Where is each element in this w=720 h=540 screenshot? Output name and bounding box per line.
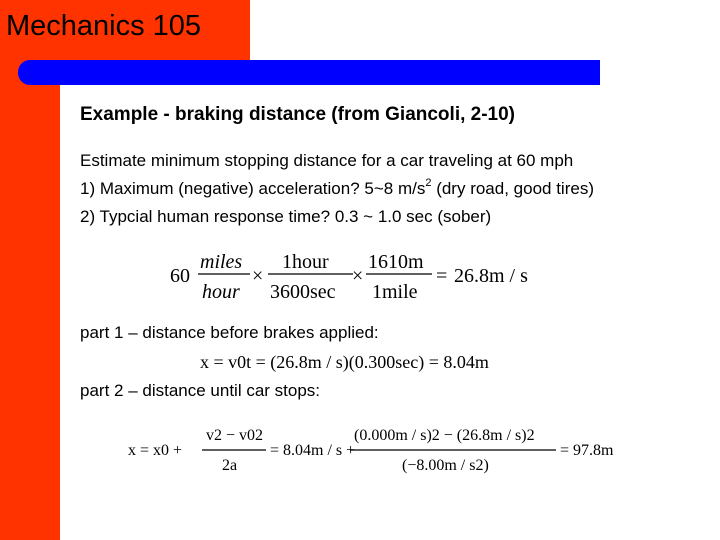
part2-frac2-den: (−8.00m / s2) [402, 457, 489, 474]
conv-times-2: × [352, 265, 364, 287]
example-heading: Example - braking distance (from Giancoli, 2-10) [80, 104, 516, 125]
conv-f1-den: hour [202, 281, 240, 303]
part2-label: part 2 – distance until car stops: [80, 381, 321, 400]
body-line-3: 2) Typcial human response time? 0.3 ~ 1.0 sec (sober) [80, 207, 492, 226]
body-line-1: Estimate minimum stopping distance for a car traveling at 60 mph [80, 151, 574, 170]
body-line-2-suffix: (dry road, good tires) [431, 179, 594, 198]
part2-mid: = 8.04m / s + [270, 442, 356, 459]
conv-times-1: × [252, 265, 264, 287]
part1-equation-svg [200, 348, 530, 376]
body-line-2 [80, 178, 594, 200]
title-block [0, 0, 250, 60]
part2-frac1-den: 2a [222, 457, 238, 474]
body-line-2-superscript: 2 [425, 177, 432, 190]
part2-frac1-num: v2 − v02 [206, 427, 264, 444]
conv-f3-den: 1mile [372, 281, 418, 303]
part2-lhs: x = x0 + [128, 442, 183, 459]
conversion-equation [168, 244, 548, 306]
conv-lead: 60 [170, 265, 190, 287]
conv-f3-num: 1610m [368, 251, 424, 273]
part1-equation [200, 348, 530, 376]
part2-result: = 97.8m [560, 442, 614, 459]
conversion-equation-svg [168, 244, 548, 306]
slide-title: Mechanics 105 [6, 10, 202, 42]
conv-f1-num: miles [200, 251, 243, 273]
conv-equals: = [436, 265, 448, 287]
part2-frac2-num: (0.000m / s)2 − (26.8m / s)2 [354, 427, 535, 444]
part1-equation-text: x = v0t = (26.8m / s)(0.300sec) = 8.04m [200, 352, 489, 372]
blue-title-bar [18, 60, 600, 85]
part2-equation-svg [126, 420, 636, 480]
part2-equation [126, 420, 636, 480]
part1-label: part 1 – distance before brakes applied: [80, 323, 379, 342]
conv-f2-den: 3600sec [270, 281, 336, 303]
body-line-2-text: 1) Maximum (negative) acceleration? 5~8 m/s [80, 179, 426, 198]
conv-result: 26.8m / s [454, 265, 528, 287]
conv-f2-num: 1hour [282, 251, 329, 273]
